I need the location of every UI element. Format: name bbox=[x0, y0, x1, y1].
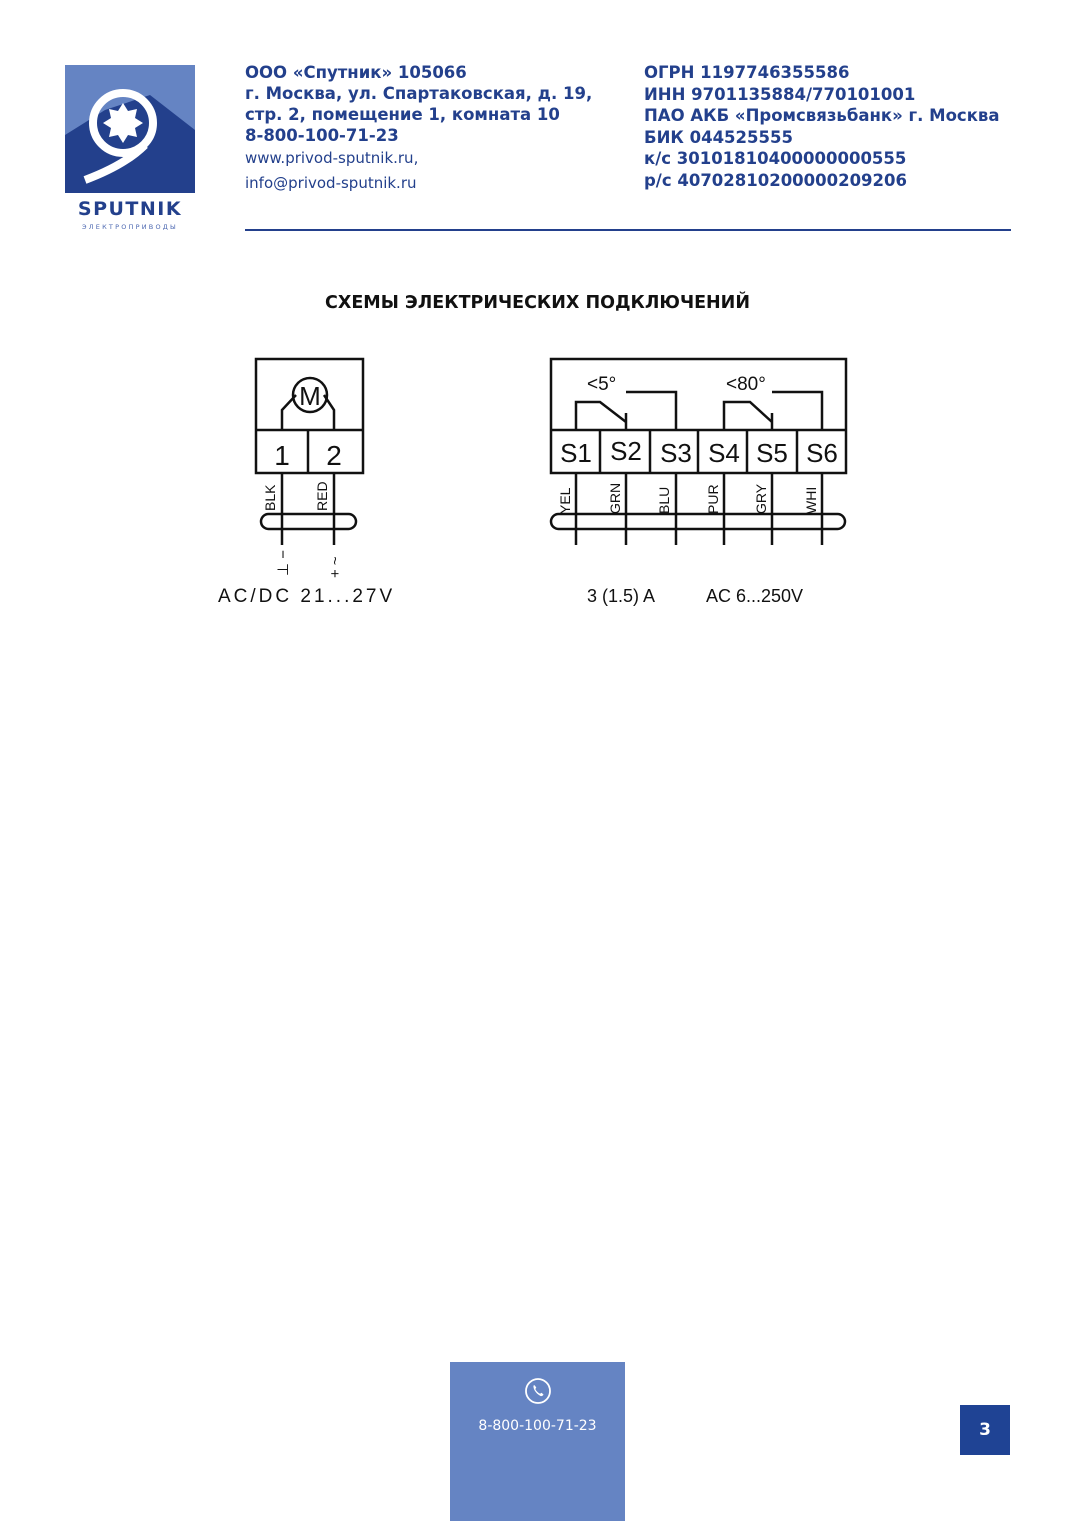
wire-color-label: BLK bbox=[262, 484, 278, 511]
terminal-label: S6 bbox=[806, 438, 838, 468]
terminal-label: S4 bbox=[708, 438, 740, 468]
footer-phone[interactable]: 8-800-100-71-23 bbox=[478, 1418, 597, 1434]
motor-symbol-label: M bbox=[299, 381, 321, 411]
terminal-label: 2 bbox=[326, 440, 342, 471]
website-link[interactable]: www.privod-sputnik.ru, bbox=[245, 149, 419, 167]
address-line: стр. 2, помещение 1, комната 10 bbox=[245, 105, 560, 124]
phone-line: 8-800-100-71-23 bbox=[245, 126, 399, 145]
page-title: СХЕМЫ ЭЛЕКТРИЧЕСКИХ ПОДКЛЮЧЕНИЙ bbox=[325, 293, 750, 313]
switch-angle-label: <80° bbox=[726, 374, 766, 395]
motor-voltage-rating: AC/DC 21...27V bbox=[218, 586, 396, 607]
switch-angle-label: <5° bbox=[587, 374, 617, 395]
bank-line: БИК 044525555 bbox=[644, 127, 793, 147]
bank-line: ПАО АКБ «Промсвязьбанк» г. Москва bbox=[644, 106, 1000, 126]
logo-subtitle: ЭЛЕКТРОПРИВОДЫ bbox=[81, 223, 178, 231]
bank-line: ИНН 9701135884/770101001 bbox=[644, 84, 916, 104]
terminal-label: S3 bbox=[660, 438, 692, 468]
address-line: г. Москва, ул. Спартаковская, д. 19, bbox=[245, 84, 593, 103]
wire-color-label: YEL bbox=[557, 487, 573, 514]
address-line: ООО «Спутник» 105066 bbox=[245, 63, 467, 82]
wire-color-label: PUR bbox=[705, 484, 721, 514]
switch-voltage-rating: AC 6...250V bbox=[706, 586, 804, 606]
email-link[interactable]: info@privod-sputnik.ru bbox=[245, 174, 417, 192]
polarity-label: + ~ bbox=[327, 556, 344, 578]
wire-color-label: RED bbox=[314, 481, 330, 511]
switch-current-rating: 3 (1.5) A bbox=[587, 586, 656, 606]
wire-color-label: WHI bbox=[803, 486, 819, 514]
bank-line: ОГРН 1197746355586 bbox=[644, 63, 850, 82]
logo-brand-text: SPUTNIK bbox=[77, 198, 183, 220]
wire-color-label: GRY bbox=[753, 483, 769, 514]
wiring-diagrams bbox=[0, 0, 1075, 640]
switch-wire-labels bbox=[557, 483, 819, 514]
bank-line: р/с 40702810200000209206 bbox=[644, 170, 907, 190]
polarity-label: ⊥ − bbox=[275, 550, 292, 576]
bank-line: к/с 30101810400000000555 bbox=[644, 149, 907, 169]
phone-icon bbox=[524, 1377, 552, 1405]
wire-color-label: GRN bbox=[607, 482, 623, 514]
terminal-label: S5 bbox=[756, 438, 788, 468]
wire-color-label: BLU bbox=[656, 486, 672, 514]
terminal-label: 1 bbox=[274, 440, 290, 471]
terminal-label: S1 bbox=[560, 438, 592, 468]
page-number: 3 bbox=[960, 1405, 1010, 1455]
terminal-label: S2 bbox=[610, 436, 642, 466]
